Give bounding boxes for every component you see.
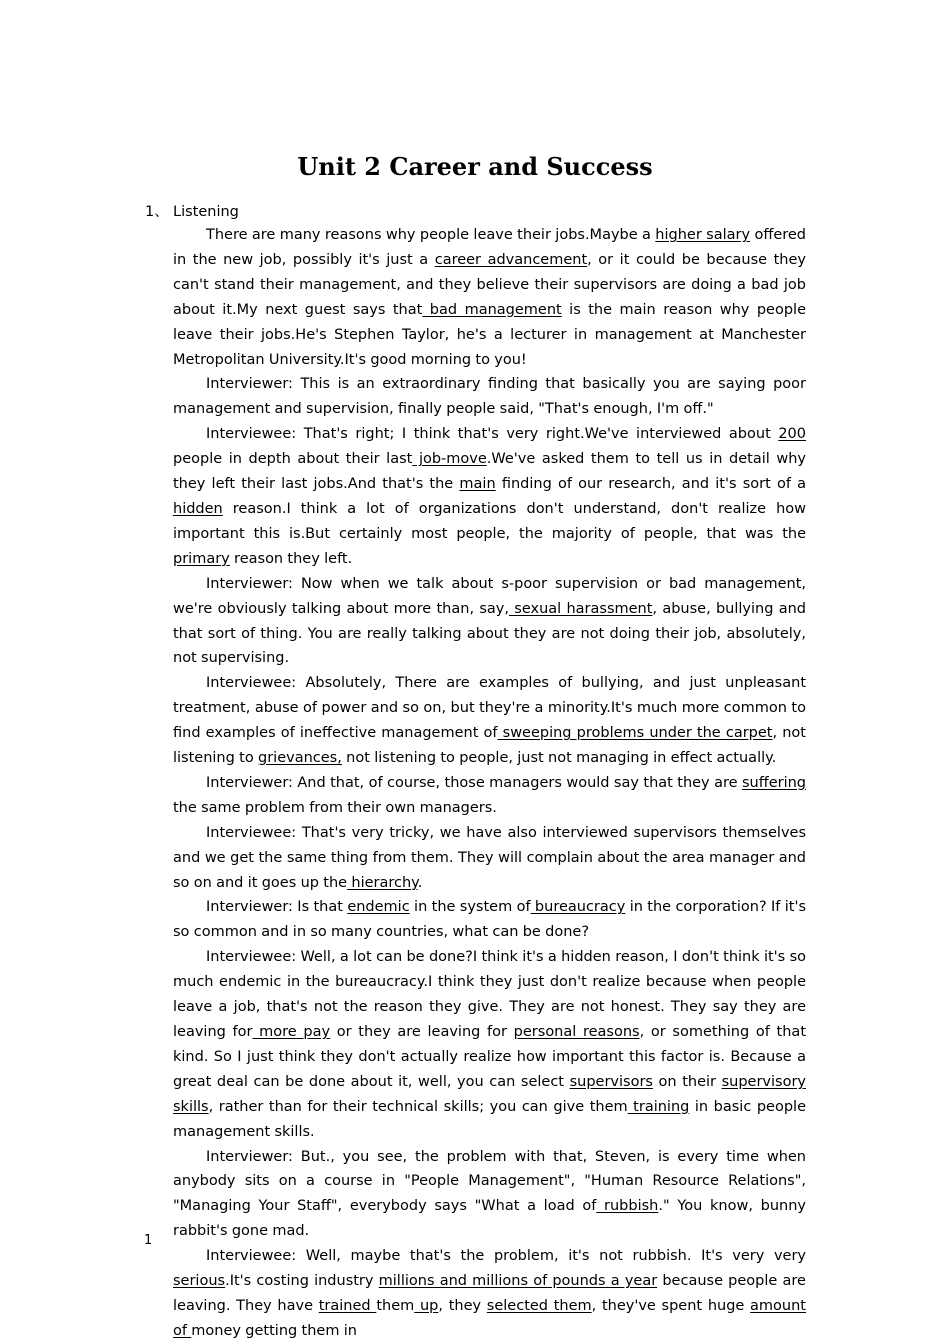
underlined-answer: serious [173,1273,226,1290]
text-run: reason.I think a lot of organizations don't understand, don't realize how important this is.But certainly most people, the majority of people, that was the [173,500,806,542]
text-run: There are many reasons why people leave their jobs.Maybe a [206,227,656,243]
transcript-paragraph [173,771,806,821]
text-run: in the corporation? If it's so common and in so many countries, what can be done? [173,899,807,941]
text-run: Interviewer: But., you see, the problem with that, Steven, is every time when anybody sits on a course in "People Management", "Human Resource Relations", "Managing Your Staff", everybody says "What a load of [173,1148,806,1215]
text-run: . [417,874,423,891]
section-label: Listening [173,204,239,220]
underlined-answer: millions and millions of pounds a year [378,1273,658,1290]
underlined-answer: suffering [741,774,806,791]
text-run: Interviewee: Well, maybe that's the problem, it's not rubbish. It's very very [206,1248,806,1265]
text-run: finding of our research, and it's sort of a [495,476,806,493]
transcript-paragraph [173,895,806,945]
text-run: not listening to people, just not managing in effect actually. [341,750,777,767]
text-run: offered in the new job, possibly it's just a [173,227,807,268]
text-run: , or something of that kind. So I just think they don't actually realize how important this factor is. Because a great deal can be done about it, well, you can select [173,1024,807,1090]
underlined-answer: job-move [412,451,487,468]
text-run: people in depth about their last [173,451,413,468]
text-run: , they [438,1297,487,1314]
text-run: .It's costing industry [225,1273,379,1290]
underlined-answer: higher salary [655,227,751,243]
text-run: Interviewee: Absolutely, There are examples of bullying, and just unpleasant treatment, abuse of power and so on, but they're a minority.It's much more common to find examples of ineffective management of [173,675,806,742]
underlined-answer: trained [318,1297,377,1314]
text-run: them [376,1297,415,1314]
underlined-answer: supervisory skills [173,1073,806,1115]
text-run: reason they left. [229,550,353,567]
underlined-answer: sexual harassment [508,600,653,617]
underlined-answer: amount of [173,1297,806,1339]
underlined-answer: rubbish [596,1198,659,1215]
text-run: the same problem from their own managers. [173,799,497,816]
text-run: , abuse, bullying and that sort of thing. You are really talking about they are not doing their job, absolutely, not supervising. [173,600,806,667]
text-run: Interviewee: That's right; I think that's very right.We've interviewed about [206,426,779,443]
text-run: is the main reason why people leave their jobs.He's Stephen Taylor, he's a lecturer in management at Manchester Metropolitan University.It's good morning to you! [173,301,806,368]
transcript-paragraph [173,223,806,372]
text-run: ." You know, bunny rabbit's gone mad. [173,1198,806,1240]
text-run: because people are leaving. They have [173,1273,806,1314]
underlined-answer: career advancement [434,251,588,268]
text-run: , not listening to [173,725,806,767]
transcript-paragraph [173,821,806,896]
underlined-answer: grievances, [258,750,342,767]
underlined-answer: main [459,476,496,493]
underlined-answer: bad management [422,301,562,318]
document-title: Unit 2 Career and Success [297,152,653,181]
text-run: money getting them in [191,1322,357,1339]
transcript-paragraph [173,671,806,771]
text-run: in basic people management skills. [173,1098,806,1140]
underlined-answer: supervisors [569,1073,653,1090]
transcript-paragraph [173,1145,806,1245]
text-run: in the system of [409,899,531,916]
text-run: or they are leaving for [330,1024,514,1040]
text-run: on their [652,1073,722,1090]
underlined-answer: 200 [778,426,806,443]
underlined-answer: up [414,1297,439,1314]
text-run: Interviewer: And that, of course, those managers would say that they are [206,774,742,791]
underlined-answer: hidden [173,500,223,517]
underlined-answer: selected them [486,1297,592,1314]
text-run: , rather than for their technical skills; you can give them [208,1098,628,1115]
transcript-paragraph [173,945,806,1144]
page-number: 1 [144,1233,153,1248]
underlined-answer: personal reasons [513,1024,640,1040]
transcript-paragraph [173,572,806,672]
text-run: Interviewee: Well, a lot can be done?I think it's a hidden reason, I don't think it's so much endemic in the bureaucracy.I think they just don't realize because when people leave a job, that's not the reason they give. They are not honest. They say they are leaving for [173,949,806,1040]
transcript-paragraph [173,372,806,422]
underlined-answer: hierarchy [347,874,418,891]
underlined-answer: training [627,1098,690,1115]
underlined-answer: sweeping problems under the carpet [497,725,773,742]
text-run: .We've asked them to tell us in detail why they left their last jobs.And that's the [173,451,806,493]
transcript-body [173,223,806,1344]
text-run: Interviewer: Is that [206,899,348,916]
text-run: , or it could be because they can't stand their management, and they believe their supervisors are doing a bad job about it.My next guest says that [173,251,806,318]
section-number: 1、 [145,204,169,220]
section-heading [145,200,239,225]
text-run: Interviewer: This is an extraordinary finding that basically you are saying poor management and supervision, finally people said, "That's enough, I'm off." [173,376,806,418]
text-run: Interviewee: That's very tricky, we have also interviewed supervisors themselves and we get the same thing from them. They will complain about the area manager and so on and it goes up the [173,824,806,891]
underlined-answer: endemic [347,899,410,916]
text-run: Interviewer: Now when we talk about s-poor supervision or bad management, we're obviously talking about more than, say, [173,575,806,617]
underlined-answer: primary [173,550,230,567]
transcript-paragraph [173,1244,806,1344]
underlined-answer: more pay [252,1024,331,1040]
text-run: , they've spent huge [591,1297,751,1314]
underlined-answer: bureaucracy [530,899,626,916]
transcript-paragraph [173,422,806,571]
